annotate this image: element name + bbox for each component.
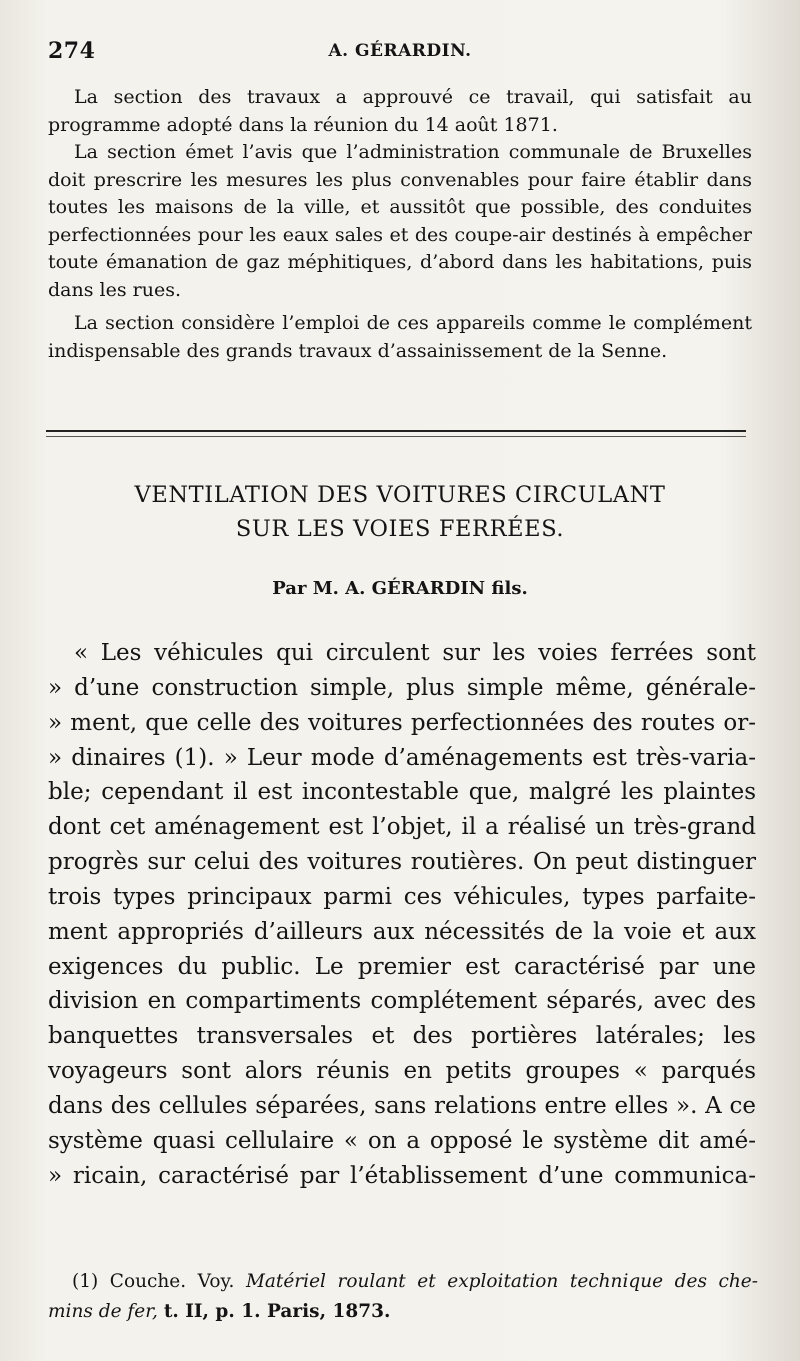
footnote-line-1 (48, 1267, 758, 1297)
footnote-prefix: (1) Couche. Voy. (72, 1271, 235, 1292)
footnote (48, 1267, 758, 1327)
footnote-italic-2: mins de fer, (48, 1301, 158, 1322)
article-title-line-1: VENTILATION DES VOITURES CIRCULANT (134, 482, 666, 508)
article-body-line: » d’une construction simple, plus simple même, générale- (48, 674, 756, 701)
article-body-line: progrès sur celui des voitures routières. On peut distinguer (48, 849, 756, 876)
article-body-line: division en compartiments complétement séparés, avec des (48, 988, 756, 1015)
intro-paragraph-3-text: La section considère l’emploi de ces appareils comme le complément indispensable des grands travaux d’assainissement de la Senne. (48, 312, 752, 362)
intro-paragraph-1-text: La section des travaux a approuvé ce travail, qui satisfait au programme adopté dans la réunion du 14 août 1871. (48, 86, 752, 136)
article-title-line-2: SUR LES VOIES FERRÉES. (235, 516, 565, 542)
article-title (48, 478, 752, 546)
article-body-line: « Les véhicules qui circulent sur les voies ferrées sont (74, 640, 756, 666)
intro-paragraph-2-text: La section émet l’avis que l’administration communale de Bruxelles doit prescrire les mesures les plus convenables pour faire établir dans toutes les maisons de la ville, et aussitôt que possible, des conduites perfectionnées pour les eaux sales et des coupe-air destinés à empêcher toute émanation de gaz méphitiques, d’abord dans les habitations, puis dans les rues. (48, 141, 752, 301)
article-body-line: trois types principaux parmi ces véhicules, types parfaite- (48, 883, 756, 910)
intro-paragraph-2 (48, 139, 752, 305)
intro-paragraph-1 (48, 84, 752, 139)
footnote-reference: t. II, p. 1. Paris, 1873. (163, 1301, 391, 1322)
article-body-line: banquettes transversales et des portières latérales; les (48, 1023, 756, 1050)
page-number: 274 (48, 38, 96, 64)
article-body-line: système quasi cellulaire « on a opposé le système dit amé- (48, 1127, 756, 1154)
article-body-line: ble; cependant il est incontestable que, malgré les plaintes (48, 779, 756, 806)
article-body-line: » dinaires (1). » Leur mode d’aménagements est très-varia- (48, 744, 756, 771)
footnote-line-2 (48, 1297, 758, 1327)
running-head: A. GÉRARDIN. (328, 41, 472, 61)
article-byline: Par M. A. GÉRARDIN fils. (272, 578, 528, 599)
section-divider (46, 430, 746, 437)
footnote-italic-1: Matériel roulant et exploitation technique des che- (245, 1271, 758, 1292)
article-body-line: ment appropriés d’ailleurs aux nécessités de la voie et aux (48, 918, 756, 945)
page-header (48, 38, 752, 68)
article-body-line: voyageurs sont alors réunis en petits groupes « parqués (48, 1058, 756, 1085)
article-body-line: » ricain, caractérisé par l’établissement d’une communica- (48, 1162, 756, 1189)
article-body-line: » ment, que celle des voitures perfectionnées des routes or- (48, 709, 756, 736)
article-body-line: dans des cellules séparées, sans relations entre elles ». A ce (48, 1092, 756, 1119)
intro-paragraph-3 (48, 310, 752, 365)
article-body-line: exigences du public. Le premier est caractérisé par une (48, 953, 756, 980)
article-body-line: dont cet aménagement est l’objet, il a réalisé un très-grand (48, 814, 756, 841)
article-body (48, 636, 756, 1194)
